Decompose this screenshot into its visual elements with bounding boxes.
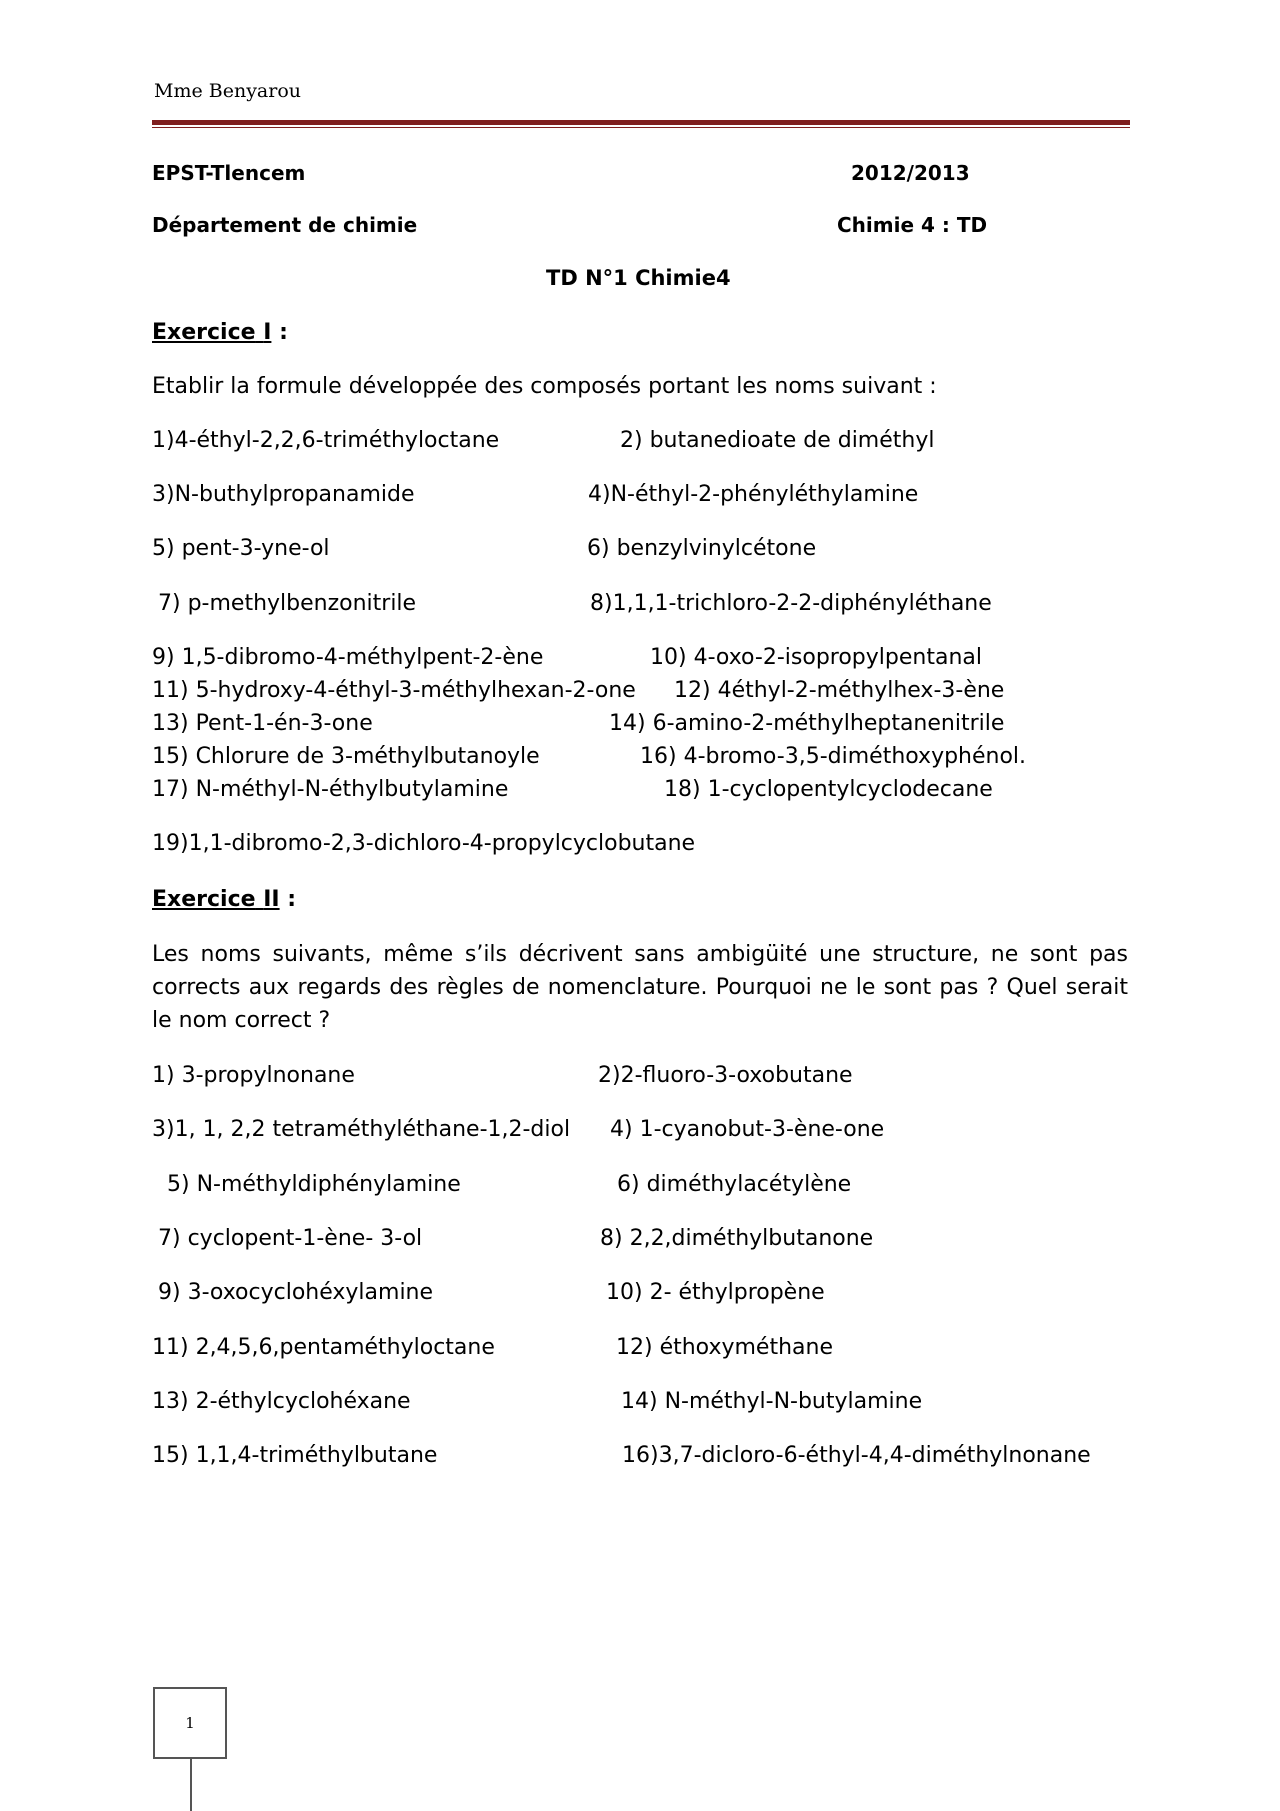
list-item: 8) 2,2,diméthylbutanone [600, 1226, 874, 1251]
list-item: 9) 1,5-dibromo-4-méthylpent-2-ène [152, 645, 544, 670]
list-item: 5) pent-3-yne-ol [152, 536, 330, 561]
list-item: 6) benzylvinylcétone [587, 536, 817, 561]
page-number-box [153, 1687, 227, 1759]
list-item: 1)4-éthyl-2,2,6-triméthyloctane [152, 428, 500, 453]
list-item: 4) 1-cyanobut-3-ène-one [610, 1117, 885, 1142]
list-item: 7) cyclopent-1-ène- 3-ol [158, 1226, 423, 1251]
academic-year: 2012/2013 [851, 161, 970, 185]
list-item: 17) N-méthyl-N-éthylbutylamine [152, 777, 509, 802]
list-item: 2)2-fluoro-3-oxobutane [598, 1063, 853, 1088]
page-number: 1 [185, 1714, 195, 1732]
header-rule [152, 120, 1130, 125]
list-item: 9) 3-oxocyclohéxylamine [158, 1280, 434, 1305]
exercise-1-instruction: Etablir la formule développée des composés portant les noms suivant : [152, 374, 937, 399]
list-item: 12) 4éthyl-2-méthylhex-3-ène [674, 678, 1005, 703]
institution: EPST-Tlencem [152, 161, 306, 185]
list-item: 6) diméthylacétylène [617, 1172, 852, 1197]
exercise-2-title: Exercice II : [152, 887, 297, 912]
author-name: Mme Benyarou [154, 80, 302, 102]
list-item: 14) N-méthyl-N-butylamine [621, 1389, 923, 1414]
list-item: 3)1, 1, 2,2 tetraméthyléthane-1,2-diol [152, 1117, 571, 1142]
course: Chimie 4 : TD [837, 213, 988, 237]
list-item: 5) N-méthyldiphénylamine [167, 1172, 461, 1197]
list-item: 2) butanedioate de diméthyl [620, 428, 935, 453]
list-item: 16) 4-bromo-3,5-diméthoxyphénol. [640, 744, 1027, 769]
list-item: 14) 6-amino-2-méthylheptanenitrile [609, 711, 1005, 736]
list-item: 13) 2-éthylcyclohéxane [152, 1389, 411, 1414]
list-item: 7) p-methylbenzonitrile [158, 591, 417, 616]
list-item: 13) Pent-1-én-3-one [152, 711, 373, 736]
list-item: 18) 1-cyclopentylcyclodecane [664, 777, 993, 802]
page-number-connector [190, 1759, 192, 1811]
list-item: 4)N-éthyl-2-phényléthylamine [588, 482, 919, 507]
list-item: 8)1,1,1-trichloro-2-2-diphényléthane [590, 591, 992, 616]
list-item: 16)3,7-dicloro-6-éthyl-4,4-diméthylnonane [622, 1443, 1091, 1468]
exercise-2-instruction: Les noms suivants, même s’ils décrivent sans ambigüité une structure, ne sont pas corrects aux regards des règles de nomenclature. Pourquoi ne le sont pas ? Quel serait le nom correct ? [152, 942, 1128, 1033]
list-item: 15) Chlorure de 3-méthylbutanoyle [152, 744, 540, 769]
header-rule-thin [152, 127, 1130, 128]
list-item: 15) 1,1,4-triméthylbutane [152, 1443, 438, 1468]
list-item: 1) 3-propylnonane [152, 1063, 355, 1088]
list-item: 10) 2- éthylpropène [606, 1280, 825, 1305]
list-item: 12) éthoxyméthane [616, 1335, 833, 1360]
list-item: 11) 5-hydroxy-4-éthyl-3-méthylhexan-2-one [152, 678, 636, 703]
list-item: 11) 2,4,5,6,pentaméthyloctane [152, 1335, 495, 1360]
list-item: 19)1,1-dibromo-2,3-dichloro-4-propylcyclobutane [152, 831, 696, 856]
list-item: 10) 4-oxo-2-isopropylpentanal [650, 645, 982, 670]
page-title: TD N°1 Chimie4 [546, 266, 731, 290]
department: Département de chimie [152, 213, 418, 237]
list-item: 3)N-buthylpropanamide [152, 482, 415, 507]
exercise-1-title: Exercice I : [152, 320, 288, 345]
